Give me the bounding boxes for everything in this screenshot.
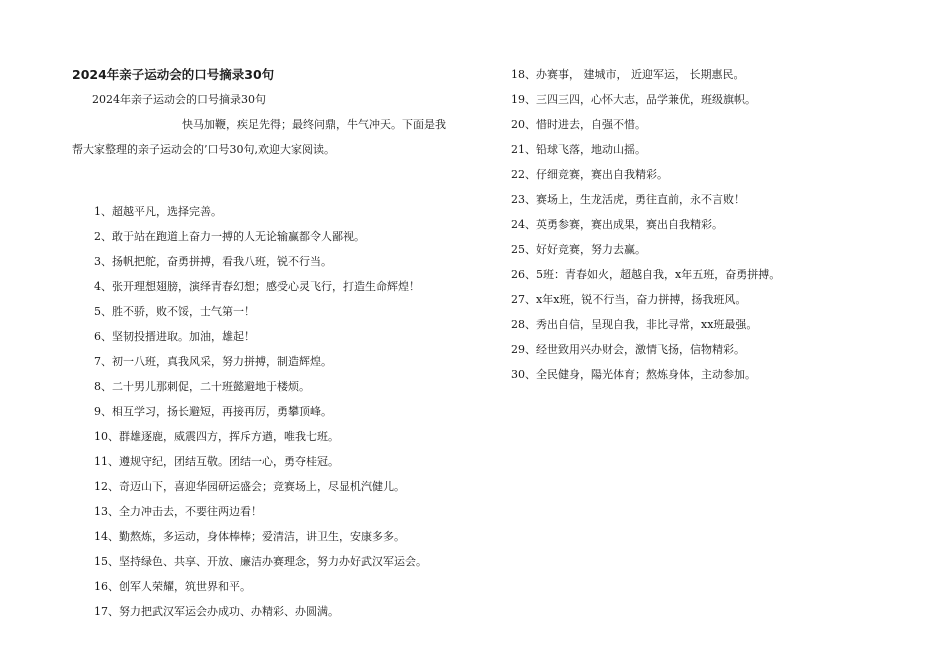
slogan-item: 4、张开理想翅膀，演绎青春幻想；感受心灵飞行，打造生命辉煌！ — [94, 280, 420, 293]
document-title: 2024年亲子运动会的口号摘录30句 — [72, 67, 275, 82]
slogan-item: 8、二十男儿那刺促，二十班懿避地于楼烦。 — [94, 380, 310, 393]
intro-paragraph — [72, 112, 462, 162]
slogan-item: 6、坚韧投搢进取。加油，雄起！ — [94, 330, 255, 343]
slogan-item: 16、创军人荣耀，筑世界和平。 — [94, 580, 251, 593]
slogan-item: 13、全力冲击去，不要往两边看！ — [94, 505, 262, 518]
slogan-item: 5、胜不骄，败不馁，士气第一！ — [94, 305, 255, 318]
slogan-item: 3、扬帆把舵，奋勇拼搏，看我八班，锐不行当。 — [94, 255, 332, 268]
intro-line-1: 快马加鞭，疾足先得；最终问鼎，牛气冲天。下面是我 — [182, 118, 446, 131]
slogan-item: 21、铅球飞落，地动山摇。 — [511, 143, 646, 156]
slogan-item: 27、x年x班，锐不行当，奋力拼搏，扬我班风。 — [511, 293, 747, 306]
slogan-item: 24、英勇参赛，赛出成果，赛出自我精彩。 — [511, 218, 723, 231]
document-subtitle: 2024年亲子运动会的口号摘录30句 — [92, 93, 266, 106]
slogan-item: 15、坚持绿色、共享、开放、廉洁办赛理念，努力办好武汉军运会。 — [94, 555, 427, 568]
slogan-item: 30、全民健身，陽光体育；熬炼身体，主动参加。 — [511, 368, 756, 381]
slogan-item: 25、好好竞赛，努力去赢。 — [511, 243, 646, 256]
slogan-item: 14、勤熬炼，多运动，身体棒棒；爱清洁，讲卫生，安康多多。 — [94, 530, 405, 543]
slogan-item: 19、三四三四，心怀大志，品学兼优，班级旗帜。 — [511, 93, 756, 106]
slogan-item: 10、群雄逐鹿，威震四方，挥斥方遒，唯我七班。 — [94, 430, 339, 443]
slogan-item: 1、超越平凡，选择完善。 — [94, 205, 222, 218]
slogan-item: 22、仔细竞赛，赛出自我精彩。 — [511, 168, 668, 181]
slogan-list-left — [72, 199, 462, 624]
slogan-item: 26、5班：青春如火，超越自我，x年五班，奋勇拼搏。 — [511, 268, 781, 281]
right-column — [511, 62, 901, 387]
slogan-item: 29、经世致用兴办财会，激情飞扬，信物精彩。 — [511, 343, 745, 356]
intro-line-2: 帮大家整理的亲子运动会的’口号30句,欢迎大家阅读。 — [72, 143, 335, 156]
slogan-item: 28、秀出自信，呈现自我，非比寻常，xx班最强。 — [511, 318, 758, 331]
slogan-list-right — [511, 62, 901, 387]
slogan-item: 9、相互学习，扬长避短，再接再厉，勇攀顶峰。 — [94, 405, 332, 418]
slogan-item: 23、赛场上，生龙活虎，勇往直前，永不言败！ — [511, 193, 745, 206]
left-column — [72, 62, 462, 624]
slogan-item: 18、办赛事， 建城市， 近迎军运， 长期惠民。 — [511, 68, 745, 81]
slogan-item: 7、初一八班，真我风采，努力拼搏，制造辉煌。 — [94, 355, 332, 368]
slogan-item: 11、遵规守纪，团结互敬。团结一心，勇夺桂冠。 — [94, 455, 339, 468]
slogan-item: 2、敢于站在跑道上奋力一搏的人无论输赢都令人鄙视。 — [94, 230, 365, 243]
slogan-item: 12、奇迈山下，喜迎华园研运盛会；竞赛场上，尽显机汽健儿。 — [94, 480, 405, 493]
spacer — [72, 162, 462, 199]
slogan-item: 17、努力把武汉军运会办成功、办精彩、办圆满。 — [94, 605, 339, 618]
slogan-item: 20、惜时进去，自强不惜。 — [511, 118, 646, 131]
